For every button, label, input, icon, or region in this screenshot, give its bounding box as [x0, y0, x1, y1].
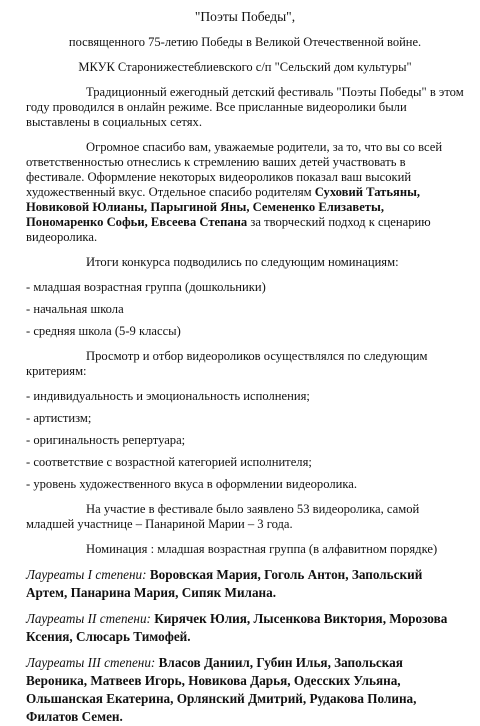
laureate-names: Кирячек Юлия, Лысенкова Виктория, Морозова Ксения, Слюсарь Тимофей.	[26, 611, 448, 644]
thanks-tail-text: за творческий подход к сценарию видеоролика.	[26, 215, 431, 244]
results-intro: Итоги конкурса подводились по следующим номинациям:	[86, 255, 399, 269]
criteria-item: - соответствие с возрастной категорией исполнителя;	[26, 455, 312, 469]
laureate-label: Лауреаты II степени:	[26, 611, 151, 626]
nomination-item: - начальная школа	[26, 302, 124, 316]
document-subtitle-line-1: посвященного 75-летию Победы в Великой Отечественной войне.	[68, 35, 422, 49]
criteria-item: - артистизм;	[26, 411, 92, 425]
nomination-heading: Номинация : младшая возрастная группа (в алфавитном порядке)	[86, 542, 438, 556]
laureates-third-degree	[26, 654, 464, 726]
laureate-names: Власов Даниил, Губин Илья, Запольская Вероника, Матвеев Игорь, Новикова Дарья, Одесских Ульяна, Ольшанская Екатерина, Орлянский Дмитрий, Рудакова Полина, Филатов Семен.	[26, 655, 417, 724]
thanks-paragraph	[26, 140, 464, 245]
nomination-item: - младшая возрастная группа (дошкольники)	[26, 280, 266, 294]
document-subtitle-line-2: МКУК Старонижестеблиевского с/п "Сельский дом культуры"	[78, 60, 412, 74]
intro-paragraph: Традиционный ежегодный детский фестиваль "Поэты Победы" в этом году проводился в онлайн режиме. Все присланные видеоролики были выставлены в социальных сетях.	[26, 85, 464, 129]
laureate-names: Воровская Мария, Гоголь Антон, Запольский Артем, Панарина Мария, Сипяк Милана.	[26, 567, 423, 600]
participants-paragraph: На участие в фестивале было заявлено 53 видеоролика, самой младшей участнице – Панариной Марии – 3 года.	[26, 502, 420, 531]
thanks-text: Огромное спасибо вам, уважаемые родители, за то, что вы со всей ответственностью отнеслись к стремлению ваших детей участвовать в фестивале. Оформление некоторых видеороликов показал ваш высокий художественный вкус. Отдельное спасибо родителям	[26, 140, 443, 199]
laureates-second-degree	[26, 610, 464, 646]
criteria-intro: Просмотр и отбор видеороликов осуществлялся по следующим критериям:	[26, 349, 428, 378]
thanks-parent-names: Суховий Татьяны, Новиковой Юлианы, Парыгиной Яны, Семененко Елизаветы, Пономаренко Софьи, Евсеева Степана	[26, 185, 421, 229]
document-title: "Поэты Победы",	[194, 9, 296, 24]
laureate-label: Лауреаты I степени:	[26, 567, 147, 582]
nominations-list	[26, 280, 464, 339]
nomination-item: - средняя школа (5-9 классы)	[26, 324, 181, 338]
criteria-item: - оригинальность репертуара;	[26, 433, 186, 447]
criteria-item: - уровень художественного вкуса в оформлении видеоролика.	[26, 477, 358, 491]
laureates-first-degree	[26, 566, 464, 602]
criteria-item: - индивидуальность и эмоциональность исполнения;	[26, 389, 310, 403]
criteria-list	[26, 389, 464, 492]
laureate-label: Лауреаты III степени:	[26, 655, 156, 670]
